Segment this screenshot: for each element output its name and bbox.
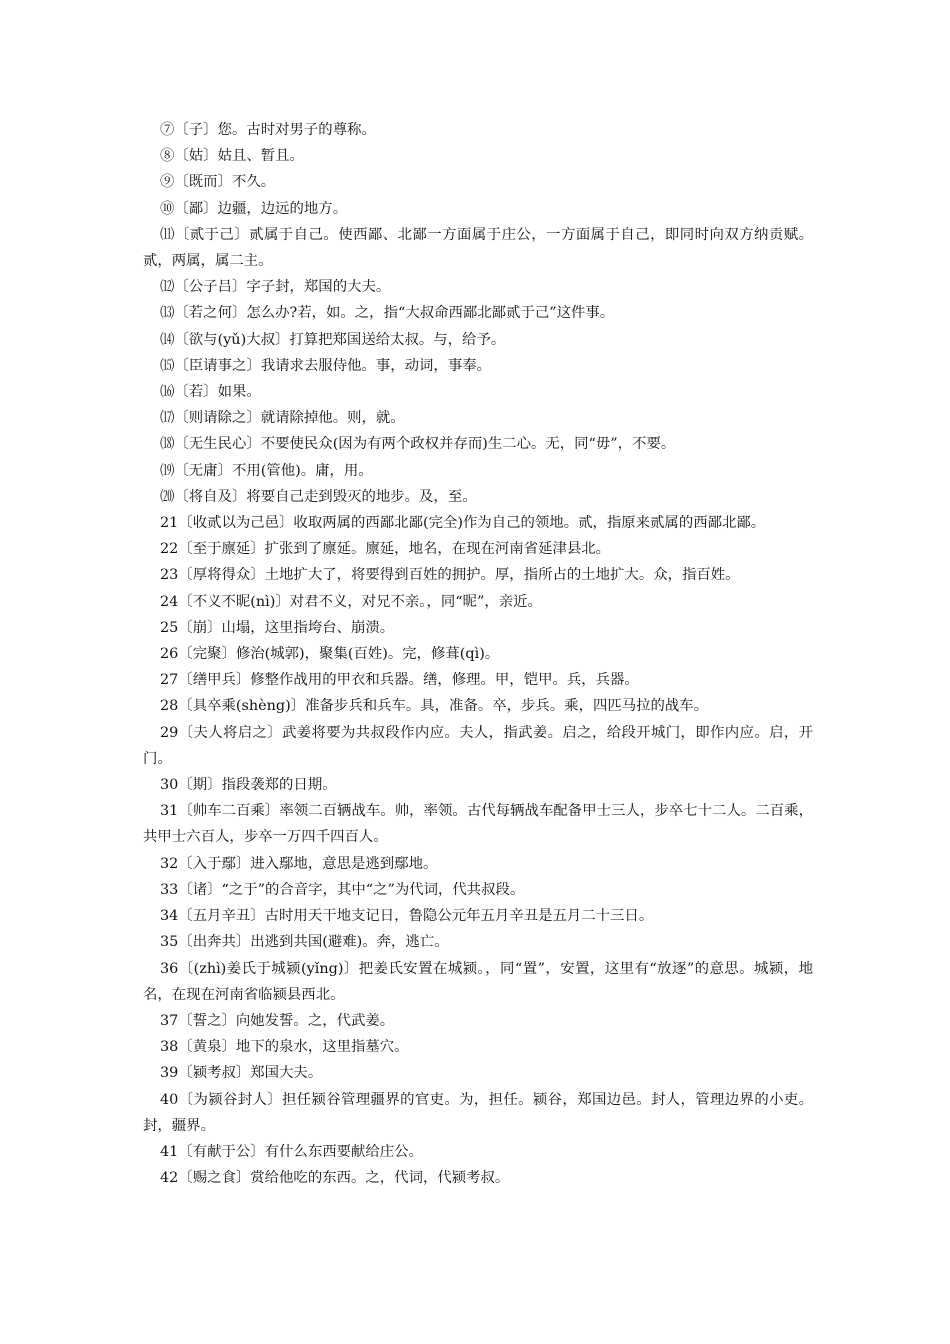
note-36: 36〔(zhì)姜氏于城颍(yǐng)〕把姜氏安置在城颍。，同“置”，安置，这里有“放逐”的意思。城颍，地名，在现在河南省临颍县西北。 xyxy=(143,960,813,1003)
note-30: 30〔期〕指段袭郑的日期。 xyxy=(160,777,337,794)
note-20: ⒇〔将自及〕将要自己走到毁灭的地步。及，至。 xyxy=(160,488,477,505)
note-37: 37〔誓之〕向她发誓。之，代武姜。 xyxy=(160,1012,395,1029)
note-15: ⒂〔臣请事之〕我请求去服侍他。事，动词，事奉。 xyxy=(160,357,491,374)
note-23: 23〔厚将得众〕土地扩大了，将要得到百姓的拥护。厚，指所占的土地扩大。众，指百姓。 xyxy=(160,567,740,584)
note-22: 22〔至于廪延〕扩张到了廪延。廪延，地名，在现在河南省延津县北。 xyxy=(160,541,611,558)
note-13: ⒀〔若之何〕怎么办?若，如。之，指“大叔命西鄙北鄙贰于己”这件事。 xyxy=(160,305,615,322)
note-9: ⑨〔既而〕不久。 xyxy=(160,174,276,191)
note-14: ⒁〔欲与(yǔ)大叔〕打算把郑国送给太叔。与，给予。 xyxy=(160,331,506,348)
note-8: ⑧〔姑〕姑且、暂且。 xyxy=(160,148,304,165)
note-25: 25〔崩〕山塌，这里指垮台、崩溃。 xyxy=(160,619,395,636)
note-21: 21〔收贰以为己邑〕收取两属的西鄙北鄙(完全)作为自己的领地。贰，指原来贰属的西鄙北鄙。 xyxy=(160,515,766,532)
note-19: ⒆〔无庸〕不用(管他)。庸，用。 xyxy=(160,462,373,479)
note-28: 28〔具卒乘(shèng)〕准备步兵和兵车。具，准备。卒，步兵。乘，四匹马拉的战车。 xyxy=(160,698,709,715)
note-34: 34〔五月辛丑〕古时用天干地支记日，鲁隐公元年五月辛丑是五月二十三日。 xyxy=(160,908,654,925)
note-27: 27〔缮甲兵〕修整作战用的甲衣和兵器。缮，修理。甲，铠甲。兵，兵器。 xyxy=(160,672,639,689)
document-page xyxy=(143,117,813,1191)
note-10: ⑩〔鄙〕边疆，边远的地方。 xyxy=(160,200,348,217)
note-42: 42〔赐之食〕赏给他吃的东西。之，代词，代颍考叔。 xyxy=(160,1170,510,1187)
note-41: 41〔有献于公〕有什么东西要献给庄公。 xyxy=(160,1143,423,1160)
note-31: 31〔帅车二百乘〕率领二百辆战车。帅，率领。古代每辆战车配备甲士三人，步卒七十二人。二百乘，共甲士六百人，步卒一万四千四百人。 xyxy=(143,803,813,846)
note-39: 39〔颍考叔〕郑国大夫。 xyxy=(160,1065,323,1082)
note-35: 35〔出奔共〕出逃到共国(避难)。奔，逃亡。 xyxy=(160,934,449,951)
note-26: 26〔完聚〕修治(城郭)，聚集(百姓)。完，修葺(qì)。 xyxy=(160,646,500,663)
note-7: ⑦〔子〕您。古时对男子的尊称。 xyxy=(160,122,376,138)
note-33: 33〔诸〕“之于”的合音字，其中“之”为代词，代共叔段。 xyxy=(160,881,525,898)
note-38: 38〔黄泉〕地下的泉水，这里指墓穴。 xyxy=(160,1039,409,1056)
note-32: 32〔入于鄢〕进入鄢地，意思是逃到鄢地。 xyxy=(160,855,438,872)
note-24: 24〔不义不昵(nì)〕对君不义，对兄不亲。，同“昵”，亲近。 xyxy=(160,593,542,610)
note-18: ⒅〔无生民心〕不要使民众(因为有两个政权并存而)生二心。无，同“毋”，不要。 xyxy=(160,436,676,453)
note-12: ⑿〔公子吕〕字子封，郑国的大夫。 xyxy=(160,279,391,296)
note-29: 29〔夫人将启之〕武姜将要为共叔段作内应。夫人，指武姜。启之，给段开城门，即作内应。启，开门。 xyxy=(143,724,813,767)
note-16: ⒃〔若〕如果。 xyxy=(160,384,261,401)
note-40: 40〔为颍谷封人〕担任颍谷管理疆界的官吏。为，担任。颍谷，郑国边邑。封人，管理边界的小吏。封，疆界。 xyxy=(143,1091,813,1134)
note-11: ⑾〔贰于己〕贰属于自己。使西鄙、北鄙一方面属于庄公，一方面属于自己，即同时向双方纳贡赋。贰，两属，属二主。 xyxy=(143,226,813,270)
note-17: ⒄〔则请除之〕就请除掉他。则，就。 xyxy=(160,410,405,427)
